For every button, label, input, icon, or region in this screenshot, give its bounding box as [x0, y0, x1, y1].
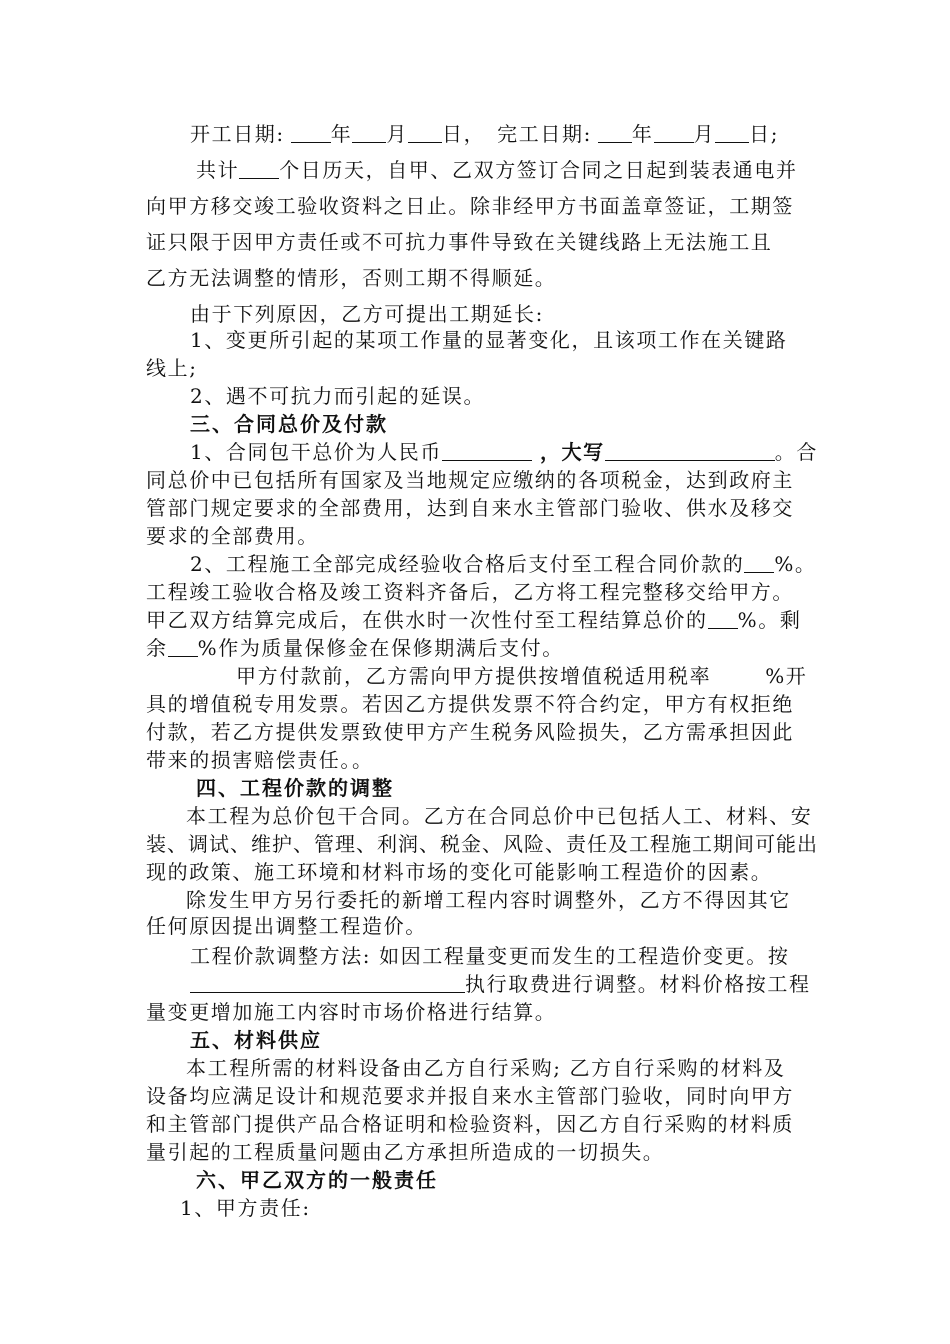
section-3-p2-line-3	[146, 606, 801, 634]
end-date-label: 完工日期:	[497, 122, 592, 146]
section-4-p1-line-1: 本工程为总价包干合同。乙方在合同总价中已包括人工、材料、安	[186, 804, 813, 828]
invoice-text: 甲方付款前，乙方需向甲方提供按增值税适用税率	[236, 664, 712, 688]
contract-price-text: ，大写	[539, 440, 605, 464]
month-unit: 月	[386, 122, 408, 146]
section-4-p3-line-2	[146, 970, 811, 998]
duration-text: 共计	[196, 158, 240, 182]
contract-price-text: 1、合同包干总价为人民币	[190, 440, 442, 464]
start-year-blank	[291, 122, 331, 143]
invoice-text: %开	[765, 664, 808, 688]
payment-text: %。	[774, 552, 817, 576]
section-5-line-4: 量引起的工程质量问题由乙方承担所造成的一切损失。	[146, 1140, 665, 1164]
contract-price-text: 。合	[774, 440, 818, 464]
section-3-p3-line-4: 带来的损害赔偿责任。。	[146, 748, 374, 772]
day-unit: 日;	[749, 122, 780, 146]
end-year-blank	[598, 122, 632, 143]
section-3-heading: 三、合同总价及付款	[190, 412, 388, 436]
days-blank	[239, 158, 279, 179]
price-words-blank	[605, 440, 775, 461]
section-5-line-2: 设备均应满足设计和规范要求并报自来水主管部门验收，同时向甲方	[146, 1084, 794, 1108]
price-number-blank	[442, 440, 532, 461]
duration-line-2: 向甲方移交竣工验收资料之日止。除非经甲方书面盖章签证，工期签	[146, 194, 794, 218]
end-day-blank	[715, 122, 749, 143]
section-3-p1-line-4: 要求的全部费用。	[146, 524, 319, 548]
section-5-line-3: 和主管部门提供产品合格证明和检验资料，因乙方自行采购的材料质	[146, 1112, 794, 1136]
section-5-heading: 五、材料供应	[190, 1028, 322, 1052]
extension-intro: 由于下列原因，乙方可提出工期延长:	[190, 302, 544, 326]
year-unit: 年	[631, 122, 654, 146]
fee-standard-blank	[190, 972, 465, 993]
section-3-p2-line-2: 工程竣工验收合格及竣工资料齐备后，乙方将工程完整移交给甲方。	[146, 580, 794, 604]
payment-text: 余	[146, 636, 168, 660]
section-4-p1-line-2: 装、调试、维护、管理、利润、税金、风险、责任及工程施工期间可能出	[146, 832, 818, 856]
section-3-p2-line-1	[190, 550, 817, 578]
duration-line-4: 乙方无法调整的情形，否则工期不得顺延。	[146, 266, 557, 290]
warranty-percent-blank	[168, 636, 198, 657]
section-4-p2-line-2: 任何原因提出调整工程造价。	[146, 914, 427, 938]
section-3-p1-line-3: 管部门规定要求的全部费用，达到自来水主管部门验收、供水及移交	[146, 496, 794, 520]
section-3-p3-line-2: 具的增值税专用发票。若因乙方提供发票不符合约定，甲方有权拒绝	[146, 692, 794, 716]
date-line	[190, 120, 779, 148]
extension-item-1-line-1: 1、变更所引起的某项工作量的显著变化，且该项工作在关键路	[190, 328, 788, 352]
section-4-p3-line-3: 量变更增加施工内容时市场价格进行结算。	[146, 1000, 557, 1024]
section-4-heading: 四、工程价款的调整	[196, 776, 394, 800]
end-month-blank	[654, 122, 694, 143]
duration-line-3: 证只限于因甲方责任或不可抗力事件导致在关键线路上无法施工且	[146, 230, 773, 254]
section-3-p1-line-1	[190, 438, 818, 466]
payment-text: %作为质量保修金在保修期满后支付。	[197, 636, 564, 660]
section-5-line-1: 本工程所需的材料设备由乙方自行采购; 乙方自行采购的材料及	[186, 1056, 786, 1080]
section-4-p3-line-1: 工程价款调整方法: 如因工程量变更而发生的工程造价变更。按	[190, 944, 790, 968]
year-unit: 年	[330, 122, 353, 146]
payment-text: 2、工程施工全部完成经验收合格后支付至工程合同价款的	[190, 552, 745, 576]
duration-line-1	[196, 156, 798, 184]
payment-text: 甲乙双方结算完成后，在供水时一次性付至工程结算总价的	[146, 608, 708, 632]
section-6-item-1: 1、甲方责任:	[180, 1196, 311, 1220]
start-date-label: 开工日期:	[190, 122, 285, 146]
day-unit: 日，	[441, 122, 486, 146]
settlement-percent-blank	[708, 608, 738, 629]
extension-item-2: 2、遇不可抗力而引起的延误。	[190, 384, 486, 408]
section-3-p3-line-3: 付款，若乙方提供发票致使甲方产生税务风险损失，乙方需承担因此	[146, 720, 794, 744]
start-month-blank	[352, 122, 386, 143]
section-3-p2-line-4	[146, 634, 564, 662]
extension-item-1-line-2: 线上;	[146, 356, 198, 380]
month-unit: 月	[693, 122, 716, 146]
payment-text: %。剩	[737, 608, 802, 632]
start-day-blank	[408, 122, 442, 143]
section-6-heading: 六、甲乙双方的一般责任	[196, 1168, 438, 1192]
section-3-p1-line-2: 同总价中已包括所有国家及当地规定应缴纳的各项税金，达到政府主	[146, 468, 794, 492]
duration-text: 个日历天，自甲、乙双方签订合同之日起到装表通电并	[279, 158, 798, 182]
section-3-p3-line-1	[236, 662, 807, 690]
payment-percent-blank	[744, 552, 774, 573]
adjustment-text: 执行取费进行调整。材料价格按工程	[465, 972, 811, 996]
section-4-p1-line-3: 现的政策、施工环境和材料市场的变化可能影响工程造价的因素。	[146, 860, 773, 884]
section-4-p2-line-1: 除发生甲方另行委托的新增工程内容时调整外，乙方不得因其它	[186, 888, 791, 912]
